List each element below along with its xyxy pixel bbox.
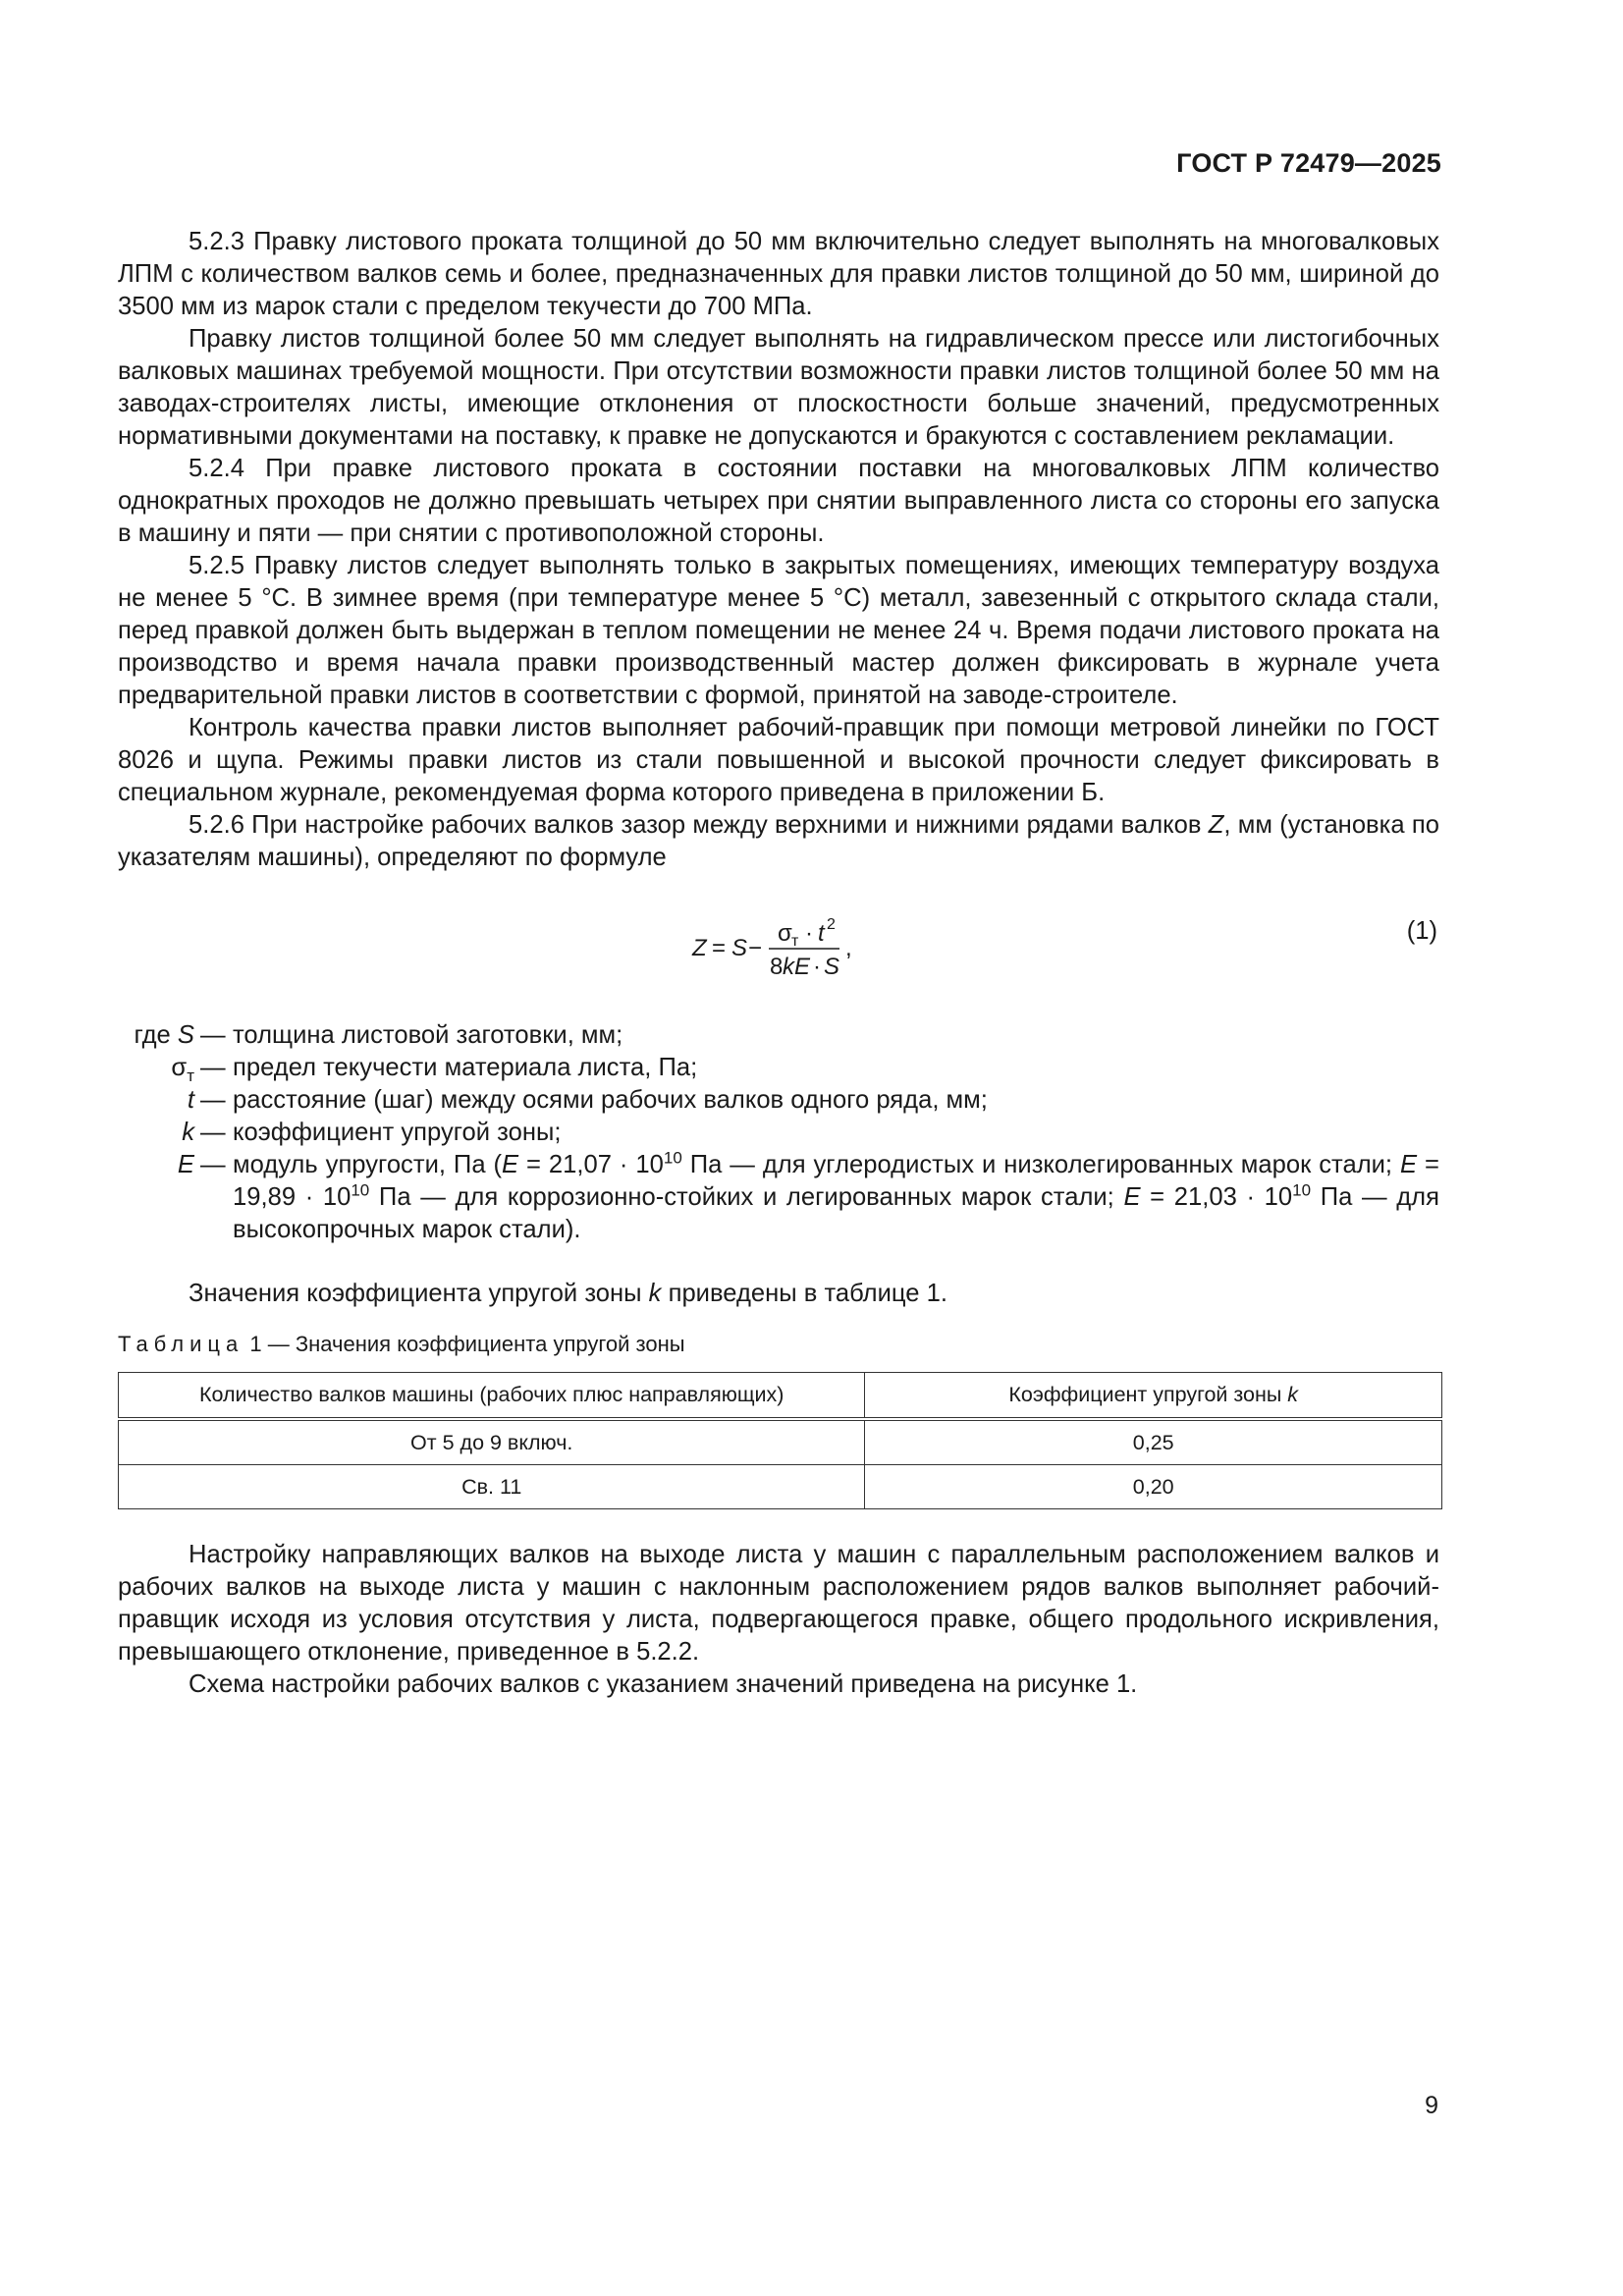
formula-den-8: 8 — [770, 954, 784, 980]
formula-den-dot: · — [813, 954, 821, 980]
definition-t: t — расстояние (шаг) между осями рабочих валков одного ряда, мм; — [187, 1086, 988, 1114]
paragraph-scheme-reference: Схема настройки рабочих валков с указанием значений приведена на рисунке 1. — [189, 1670, 1138, 1698]
equation-number: (1) — [1406, 917, 1437, 945]
formula-block — [118, 903, 1439, 994]
formula-dot: · — [805, 920, 813, 947]
formula-minus: − — [748, 935, 763, 961]
table-cell: Св. 11 — [119, 1465, 865, 1509]
table-row — [119, 1465, 1442, 1509]
formula-s: S — [731, 935, 748, 961]
table-row — [119, 1419, 1442, 1465]
paragraph-quality-control: Контроль качества правки листов выполняет рабочий-правщик при помощи метровой линейки по ГОСТ 8026 и щупа. Режимы правки листов из стали повышенной и высокой прочности следует фиксировать в специальном журнале, рекомендуемая форма которого приведена в приложении Б. — [118, 714, 1439, 806]
formula-lhs: Z — [692, 935, 707, 961]
col-header-coefficient: Коэффициент упругой зоны k — [865, 1373, 1442, 1420]
formula-sigma: σ — [778, 920, 792, 947]
paragraph-5-2-3: 5.2.3 Правку листового проката толщиной до 50 мм включительно следует выполнять на многовалковых ЛПМ с количеством валков семь и более, предназначенных для правки листов толщиной до 50 мм, шириной до 3500 мм из марок стали с пределом текучести до 700 МПа. — [118, 228, 1439, 320]
document-code: ГОСТ Р 72479—2025 — [1176, 148, 1441, 178]
table-caption-text: 1 — Значения коэффициента упругой зоны — [243, 1332, 685, 1356]
table-cell: От 5 до 9 включ. — [119, 1419, 865, 1465]
table-caption — [118, 1328, 1439, 1360]
table-1 — [118, 1372, 1442, 1509]
col-header-rolls: Количество валков машины (рабочих плюс направляющих) — [119, 1373, 865, 1420]
paragraph-5-2-4: 5.2.4 При правке листового проката в состоянии поставки на многовалковых ЛПМ количество однократных проходов не должно превышать четырех при снятии выправленного листа со стороны его запуска в машину и пяти — при снятии с противоположной стороны. — [118, 455, 1439, 547]
page-number: 9 — [1425, 2092, 1438, 2119]
var-z: Z — [1208, 811, 1224, 839]
formula-eq: = — [712, 935, 727, 961]
table-cell: 0,25 — [865, 1419, 1442, 1465]
formula-comma: , — [845, 935, 852, 961]
paragraph-k-values: Значения коэффициента упругой зоны k приведены в таблице 1. — [189, 1280, 947, 1307]
definition-k: k — коэффициент упругой зоны; — [182, 1119, 562, 1146]
formula-t-sup: 2 — [827, 916, 836, 933]
paragraph-5-2-5: 5.2.5 Правку листов следует выполнять только в закрытых помещениях, имеющих температуру воздуха не менее 5 °С. В зимнее время (при температуре менее 5 °С) металл, завезенный с открытого склада стали, перед правкой должен быть выдержан в теплом помещении не менее 24 ч. Время подачи листового проката на производство и время начала правки производственный мастер должен фиксировать в журнале учета предварительной правки листов в соответствии с формой, принятой на заводе-строителе. — [118, 552, 1439, 709]
paragraph-5-2-6: 5.2.6 При настройке рабочих валков зазор между верхними и нижними рядами валков Z, мм (установка по указателям машины), определяют по формуле — [118, 811, 1439, 871]
definition-sigma: $\sigma_т$ — предел текучести материала листа, Па; — [171, 1054, 698, 1086]
table-caption-label: Таблица — [118, 1332, 244, 1356]
formula-den-ke: kE — [783, 954, 811, 980]
definitions-list — [118, 1019, 1439, 1246]
table-cell: 0,20 — [865, 1465, 1442, 1509]
paragraph-thick-sheets: Правку листов толщиной более 50 мм следует выполнять на гидравлическом прессе или листогибочных валковых машинах требуемой мощности. При отсутствии возможности правки листов толщиной более 50 мм на заводах-строителях листы, имеющие отклонения от плоскостности больше значений, предусмотренных нормативными документами на поставку, к правке не допускаются и бракуются с составлением рекламации. — [118, 325, 1439, 450]
paragraph-guide-rolls: Настройку направляющих валков на выходе листа у машин с параллельным расположением валков и рабочих валков на выходе листа у машин с наклонным расположением рядов валков выполняет рабочий-правщик исходя из условия отсутствия у листа, подвергающегося правке, общего продольного искривления, превышающего отклонение, приведенное в 5.2.2. — [118, 1541, 1439, 1666]
where-word: где — [134, 1021, 171, 1049]
table-header-row — [119, 1373, 1442, 1420]
formula-t: t — [818, 920, 825, 947]
formula-1 — [692, 911, 889, 988]
page-body — [118, 226, 1439, 1701]
definition-e: E — модуль упругости, Па ($E = 21,07 \cdot 10^{10}$ Па — для углеродистых и низколегированных марок стали; $E = 19,89 \cdot 10^{10}$ Па — для коррозионно-стойких и легированных марок стали; $E = 21,03 \cdot 10^{10}$ Па — для высокопрочных марок стали). — [177, 1148, 1439, 1243]
formula-den-s: S — [824, 954, 840, 980]
definition-s: где S — толщина листовой заготовки, мм; — [134, 1021, 623, 1049]
formula-sigma-sub: т — [791, 933, 799, 950]
